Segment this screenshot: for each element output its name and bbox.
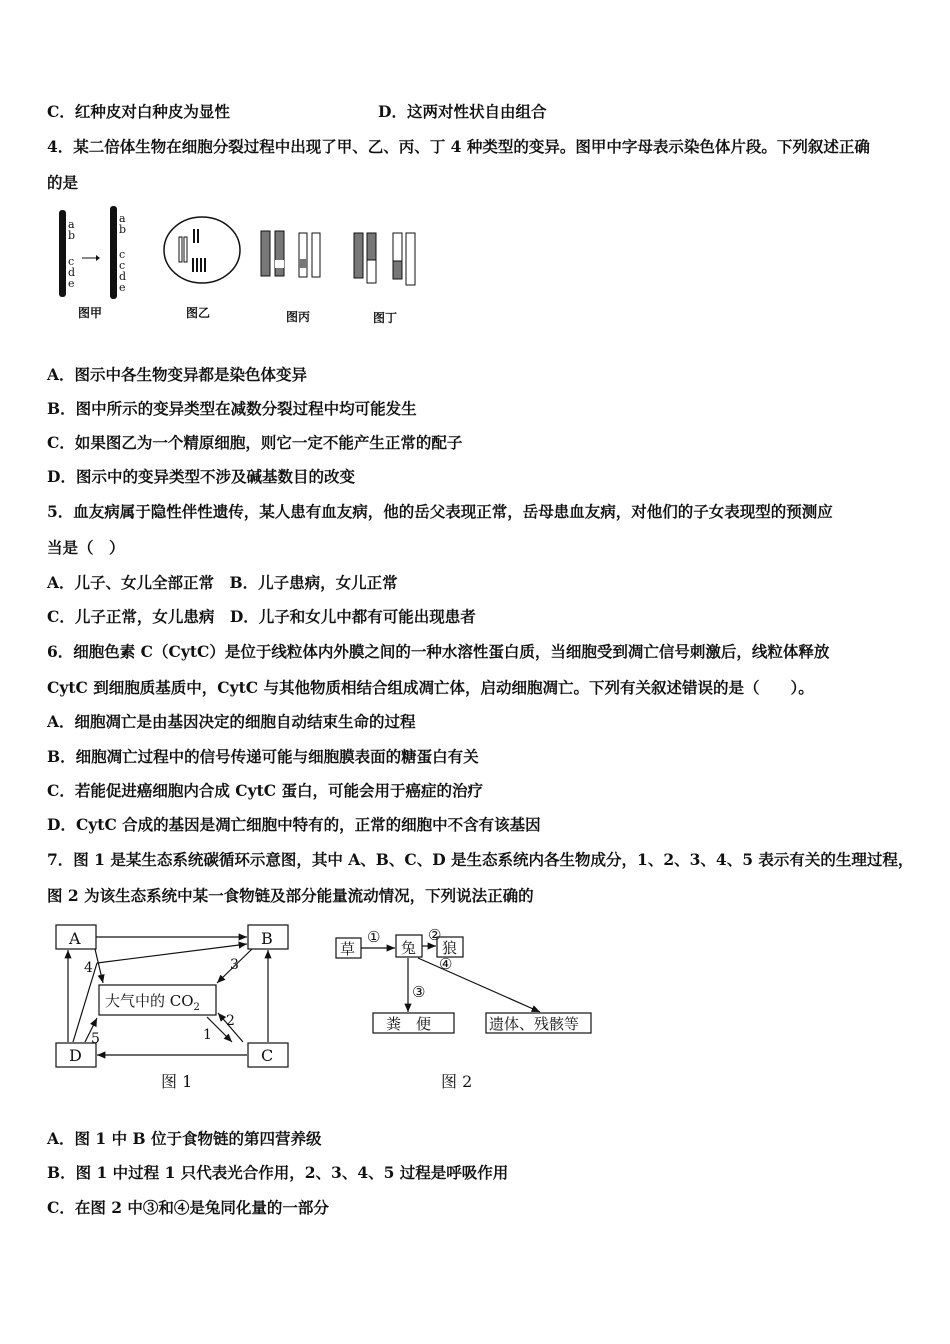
svg-text:b: b — [68, 229, 76, 242]
q6-stem-cont: CytC 到细胞质基质中，CytC 与其他物质相结合组成凋亡体，启动细胞凋亡。下列有关叙述错误的是（ ）。 — [47, 678, 814, 697]
svg-text:狼: 狼 — [442, 939, 458, 957]
q6-stem: 6．细胞色素 C（CytC）是位于线粒体内外膜之间的一种水溶性蛋白质，当细胞受到凋亡信号刺激后，线粒体释放 — [47, 642, 830, 661]
q7-option-c: C．在图 2 中③和④是兔同化量的一部分 — [47, 1198, 329, 1217]
svg-text:粪 便: 粪 便 — [386, 1015, 432, 1033]
svg-text:①: ① — [367, 928, 381, 946]
svg-text:图 1: 图 1 — [161, 1072, 193, 1091]
svg-text:5: 5 — [91, 1031, 100, 1047]
svg-text:②: ② — [428, 926, 442, 944]
q6-option-c: C．若能促进癌细胞内合成 CytC 蛋白，可能会用于癌症的治疗 — [47, 781, 483, 800]
svg-text:c: c — [119, 248, 126, 261]
q3-option-c: C．红种皮对白种皮为显性 — [47, 102, 230, 121]
svg-text:d: d — [68, 266, 76, 279]
svg-text:B: B — [261, 929, 273, 948]
q6-option-d: D．CytC 合成的基因是凋亡细胞中特有的，正常的细胞中不含有该基因 — [47, 815, 541, 834]
svg-text:图 2: 图 2 — [441, 1072, 473, 1091]
q4-stem: 4．某二倍体生物在细胞分裂过程中出现了甲、乙、丙、丁 4 种类型的变异。图甲中字母表示染色体片段。下列叙述正确 — [47, 137, 870, 156]
svg-text:b: b — [119, 223, 127, 236]
svg-text:3: 3 — [230, 957, 239, 973]
figure-yi — [164, 217, 240, 320]
q5-stem: 5．血友病属于隐性伴性遗传，某人患有血友病，他的岳父表现正常，岳母患血友病，对他们的子女表现型的预测应 — [47, 502, 833, 521]
figure-bing — [261, 231, 320, 324]
q4-option-c: C．如果图乙为一个精原细胞，则它一定不能产生正常的配子 — [47, 433, 463, 452]
q5-options-cd: C．儿子正常，女儿患病 D．儿子和女儿中都有可能出现患者 — [47, 607, 476, 626]
svg-text:图丙: 图丙 — [286, 310, 311, 324]
svg-text:4: 4 — [84, 960, 93, 976]
svg-text:D: D — [69, 1046, 82, 1065]
svg-text:1: 1 — [203, 1027, 212, 1043]
q5-options-ab: A．儿子、女儿全部正常 B．儿子患病，女儿正常 — [47, 573, 398, 592]
svg-text:c: c — [68, 255, 75, 268]
q7-stem-cont: 图 2 为该生态系统中某一食物链及部分能量流动情况，下列说法正确的 — [47, 886, 534, 905]
q7-stem: 7．图 1 是某生态系统碳循环示意图，其中 A、B、C、D 是生态系统内各生物成分，1、2、3、4、5 表示有关的生理过程， — [47, 850, 914, 869]
svg-text:图甲: 图甲 — [78, 306, 103, 320]
svg-text:③: ③ — [412, 983, 426, 1001]
figure-ding — [354, 233, 415, 325]
q7-figures — [40, 915, 600, 1095]
svg-text:图乙: 图乙 — [186, 306, 211, 320]
q3-option-d: D．这两对性状自由组合 — [378, 102, 547, 121]
svg-text:大气中的 CO2: 大气中的 $CO_2$ — [105, 992, 200, 1013]
svg-text:d: d — [119, 270, 127, 283]
svg-text:a: a — [119, 212, 126, 225]
q4-stem-cont: 的是 — [47, 173, 79, 192]
q4-option-a: A．图示中各生物变异都是染色体变异 — [47, 365, 308, 384]
q5-stem-cont: 当是（ ） — [47, 538, 125, 557]
q7-option-b: B．图 1 中过程 1 只代表光合作用，2、3、4、5 过程是呼吸作用 — [47, 1163, 509, 1182]
svg-text:兔: 兔 — [401, 939, 417, 957]
svg-text:④: ④ — [439, 955, 453, 973]
svg-text:遗体、残骸等: 遗体、残骸等 — [489, 1015, 580, 1033]
svg-text:草: 草 — [340, 940, 356, 958]
svg-text:c: c — [119, 259, 126, 272]
food-chain-labels — [340, 926, 579, 1091]
svg-text:A: A — [69, 929, 81, 948]
q4-option-b: B．图中所示的变异类型在减数分裂过程中均可能发生 — [47, 399, 417, 418]
svg-text:e: e — [68, 277, 75, 290]
q4-option-d: D．图示中的变异类型不涉及碱基数目的改变 — [47, 467, 355, 486]
svg-text:图丁: 图丁 — [373, 311, 398, 325]
q6-option-a: A．细胞凋亡是由基因决定的细胞自动结束生命的过程 — [47, 712, 416, 731]
q6-option-b: B．细胞凋亡过程中的信号传递可能与细胞膜表面的糖蛋白有关 — [47, 747, 479, 766]
svg-text:2: 2 — [226, 1013, 235, 1029]
figure-jia — [59, 206, 126, 320]
svg-text:C: C — [261, 1046, 274, 1065]
q4-figure — [40, 200, 440, 330]
svg-text:e: e — [119, 281, 126, 294]
q7-option-a: A．图 1 中 B 位于食物链的第四营养级 — [47, 1129, 322, 1148]
svg-text:a: a — [68, 218, 75, 231]
